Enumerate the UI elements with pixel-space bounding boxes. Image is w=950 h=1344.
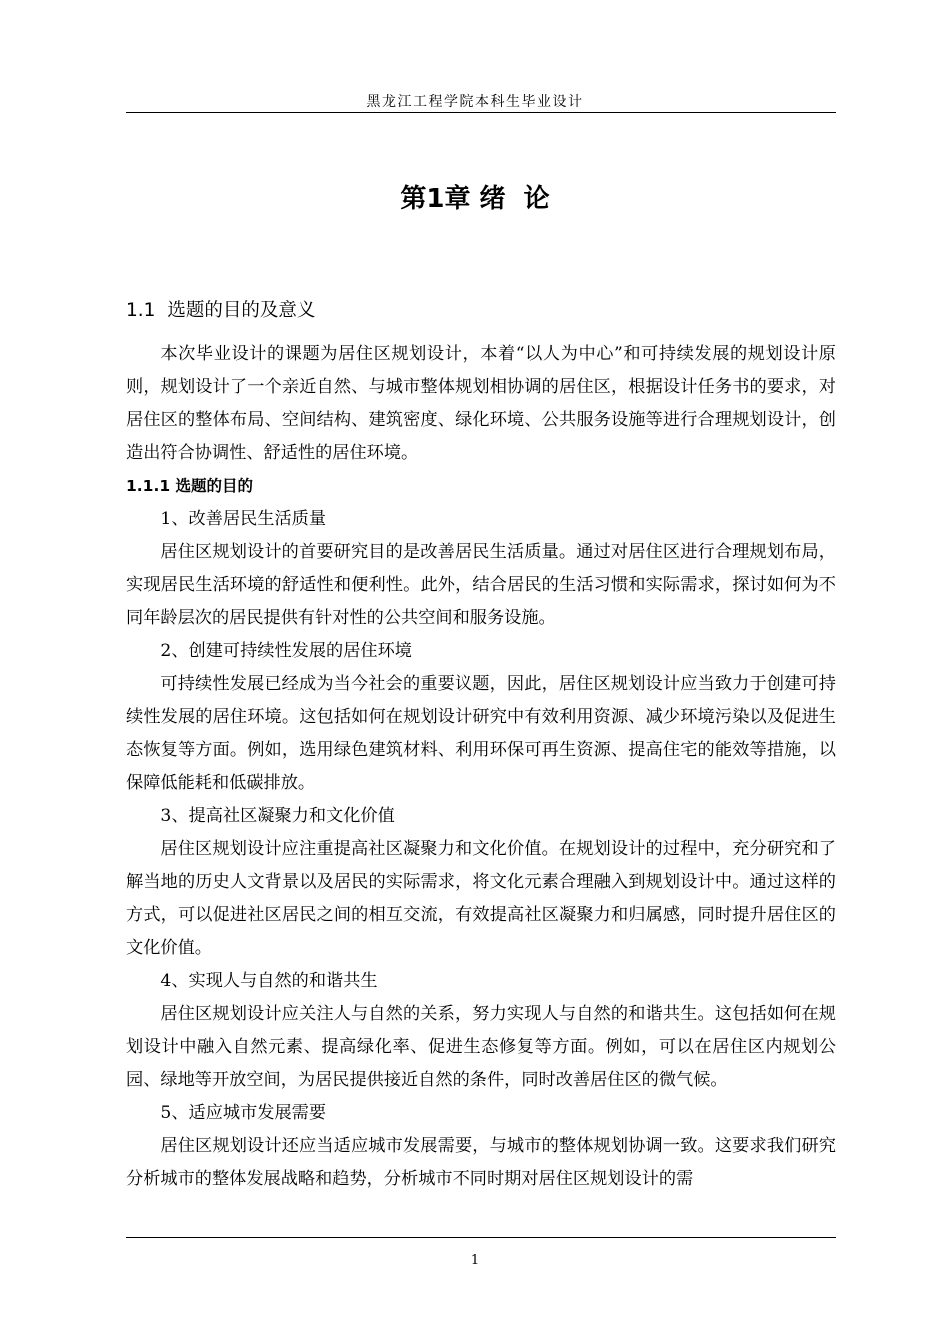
item-heading: 1、改善居民生活质量: [160, 509, 327, 529]
section-number: 1.1: [126, 300, 156, 321]
footer-rule: [126, 1237, 836, 1238]
running-header: 黑龙江工程学院本科生毕业设计: [366, 94, 584, 110]
page-number: 1: [470, 1253, 480, 1268]
intro-paragraph: 本次毕业设计的课题为居住区规划设计，本着“以人为中心”和可持续发展的规划设计原则，规划设计了一个亲近自然、与城市整体规划相协调的居住区，根据设计任务书的要求，对居住区的整体布局、空间结构、建筑密度、绿化环境、公共服务设施等进行合理规划设计，创造出符合协调性、舒适性的居住环境。: [126, 344, 836, 463]
section-title: 选题的目的及意义: [167, 300, 316, 321]
item-heading: 5、适应城市发展需要: [160, 1103, 327, 1123]
header-rule: [126, 112, 836, 113]
section-heading: [126, 296, 315, 322]
item-heading: 4、实现人与自然的和谐共生: [160, 971, 378, 991]
subsection-heading: 1.1.1 选题的目的: [126, 477, 254, 495]
item-paragraph: 居住区规划设计还应当适应城市发展需要，与城市的整体规划协调一致。这要求我们研究分析城市的整体发展战略和趋势，分析城市不同时期对居住区规划设计的需: [126, 1136, 836, 1189]
item-paragraph: 居住区规划设计应关注人与自然的关系，努力实现人与自然的和谐共生。这包括如何在规划设计中融入自然元素、提高绿化率、促进生态修复等方面。例如，可以在居住区内规划公园、绿地等开放空间，为居民提供接近自然的条件，同时改善居住区的微气候。: [126, 1004, 836, 1090]
item-paragraph: 居住区规划设计应注重提高社区凝聚力和文化价值。在规划设计的过程中，充分研究和了解当地的历史人文背景以及居民的实际需求，将文化元素合理融入到规划设计中。通过这样的方式，可以促进社区居民之间的相互交流，有效提高社区凝聚力和归属感，同时提升居住区的文化价值。: [126, 839, 836, 958]
body-text: [126, 338, 836, 1196]
chapter-title: 第1章 绪 论: [400, 184, 550, 214]
item-paragraph: 居住区规划设计的首要研究目的是改善居民生活质量。通过对居住区进行合理规划布局，实现居民生活环境的舒适性和便利性。此外，结合居民的生活习惯和实际需求，探讨如何为不同年龄层次的居民提供有针对性的公共空间和服务设施。: [126, 542, 836, 628]
item-heading: 2、创建可持续性发展的居住环境: [160, 641, 412, 661]
item-heading: 3、提高社区凝聚力和文化价值: [160, 806, 395, 826]
item-paragraph: 可持续性发展已经成为当今社会的重要议题，因此，居住区规划设计应当致力于创建可持续性发展的居住环境。这包括如何在规划设计研究中有效利用资源、减少环境污染以及促进生态恢复等方面。例如，选用绿色建筑材料、利用环保可再生资源、提高住宅的能效等措施，以保障低能耗和低碳排放。: [126, 674, 836, 793]
